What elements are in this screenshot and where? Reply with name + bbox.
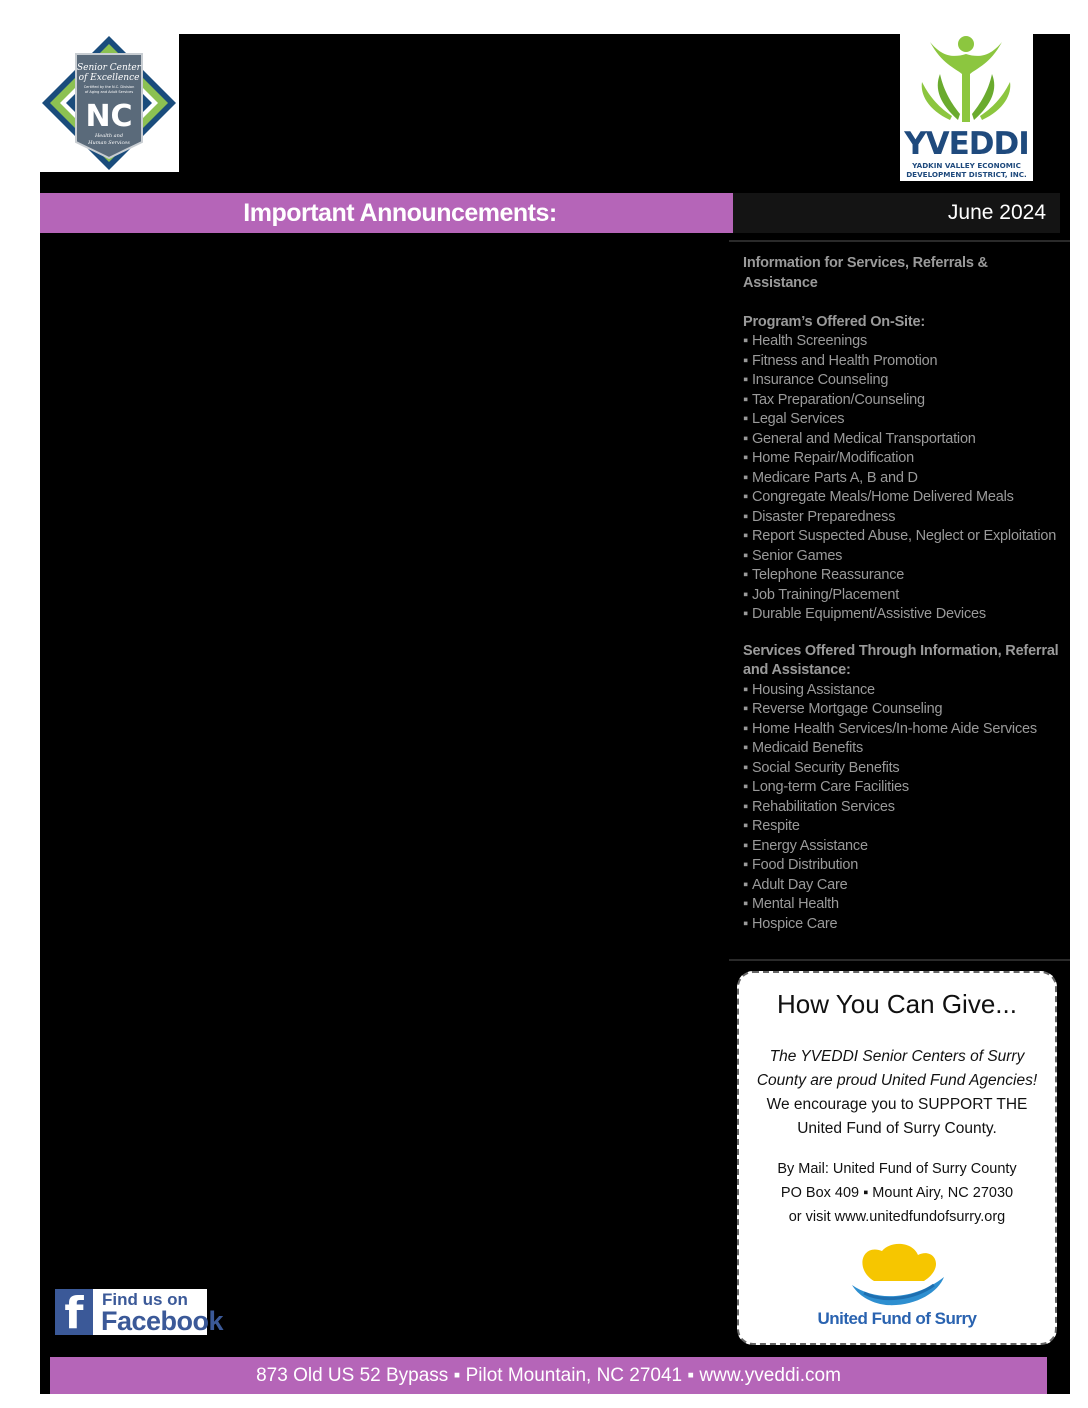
list-item: ▪ Medicare Parts A, B and D bbox=[743, 469, 1063, 489]
list-item: ▪ Food Distribution bbox=[743, 856, 1063, 876]
divider bbox=[729, 959, 1070, 961]
united-fund-label: United Fund of Surry bbox=[817, 1309, 977, 1328]
list-item: ▪ Tax Preparation/Counseling bbox=[743, 391, 1063, 411]
facebook-find-text: Find us on bbox=[102, 1290, 188, 1309]
list-item: ▪ Medicaid Benefits bbox=[743, 739, 1063, 759]
announcements-title: Important Announcements: bbox=[243, 199, 557, 227]
facebook-icon: f bbox=[55, 1289, 93, 1335]
website-line[interactable]: or visit www.unitedfundofsurry.org bbox=[788, 1209, 1006, 1225]
services-sidebar bbox=[743, 254, 1063, 934]
list-item: ▪ Home Repair/Modification bbox=[743, 449, 1063, 469]
list-item: ▪ Energy Assistance bbox=[743, 837, 1063, 857]
list-item: ▪ Report Suspected Abuse, Neglect or Exploitation bbox=[743, 527, 1063, 547]
referral-list bbox=[743, 681, 1063, 935]
mail-line: By Mail: United Fund of Surry County bbox=[777, 1161, 1017, 1177]
list-item: ▪ Job Training/Placement bbox=[743, 586, 1063, 606]
give-message bbox=[749, 1045, 1045, 1141]
list-item: ▪ Mental Health bbox=[743, 895, 1063, 915]
list-item: ▪ Reverse Mortgage Counseling bbox=[743, 700, 1063, 720]
referral-heading: Services Offered Through Information, Referral and Assistance: bbox=[743, 642, 1059, 678]
svg-text:Certified by the N.C. Division: Certified by the N.C. Division bbox=[83, 85, 135, 89]
list-item: ▪ Social Security Benefits bbox=[743, 759, 1063, 779]
date-box bbox=[733, 193, 1060, 233]
list-item: ▪ Home Health Services/In-home Aide Services bbox=[743, 720, 1063, 740]
onsite-list bbox=[743, 332, 1063, 625]
list-item: ▪ Respite bbox=[743, 817, 1063, 837]
facebook-wordmark: Facebook bbox=[101, 1306, 224, 1336]
list-item: ▪ Legal Services bbox=[743, 410, 1063, 430]
issue-date: June 2024 bbox=[947, 201, 1046, 224]
list-item: ▪ General and Medical Transportation bbox=[743, 430, 1063, 450]
list-item: ▪ Housing Assistance bbox=[743, 681, 1063, 701]
list-item: ▪ Long-term Care Facilities bbox=[743, 778, 1063, 798]
give-support-line: We encourage you to SUPPORT THE United Fund of Surry County. bbox=[766, 1096, 1028, 1137]
list-item: ▪ Senior Games bbox=[743, 547, 1063, 567]
info-heading: Information for Services, Referrals & Assistance bbox=[743, 255, 988, 291]
list-item: ▪ Health Screenings bbox=[743, 332, 1063, 352]
list-item: ▪ Insurance Counseling bbox=[743, 371, 1063, 391]
svg-text:NC: NC bbox=[85, 99, 133, 134]
give-box bbox=[737, 971, 1057, 1345]
svg-text:Health and: Health and bbox=[94, 133, 124, 139]
svg-text:of Excellence: of Excellence bbox=[78, 73, 140, 83]
list-item: ▪ Congregate Meals/Home Delivered Meals bbox=[743, 488, 1063, 508]
svg-text:Senior Center: Senior Center bbox=[76, 63, 142, 73]
list-item: ▪ Durable Equipment/Assistive Devices bbox=[743, 605, 1063, 625]
give-title: How You Can Give... bbox=[777, 989, 1017, 1019]
onsite-heading: Program’s Offered On-Site: bbox=[743, 313, 925, 330]
announcements-bar bbox=[40, 193, 733, 233]
address-line: PO Box 409 ▪ Mount Airy, NC 27030 bbox=[780, 1185, 1014, 1201]
yveddi-subtitle: YADKIN VALLEY ECONOMIC DEVELOPMENT DISTRICT, INC. bbox=[906, 161, 1027, 179]
footer-address: 873 Old US 52 Bypass ▪ Pilot Mountain, NC 27041 ▪ www.yveddi.com bbox=[256, 1365, 841, 1386]
svg-text:of Aging and Adult Services: of Aging and Adult Services bbox=[84, 90, 134, 94]
give-italic-line: The YVEDDI Senior Centers of Surry County are proud United Fund Agencies! bbox=[756, 1048, 1038, 1089]
list-item: ▪ Hospice Care bbox=[743, 915, 1063, 935]
senior-center-logo bbox=[40, 34, 179, 172]
list-item: ▪ Telephone Reassurance bbox=[743, 566, 1063, 586]
svg-text:Human Services: Human Services bbox=[88, 140, 130, 146]
list-item: ▪ Fitness and Health Promotion bbox=[743, 352, 1063, 372]
yveddi-logo bbox=[900, 34, 1033, 181]
divider bbox=[729, 240, 1070, 242]
list-item: ▪ Adult Day Care bbox=[743, 876, 1063, 896]
list-item: ▪ Rehabilitation Services bbox=[743, 798, 1063, 818]
give-mail-info bbox=[749, 1157, 1045, 1229]
yveddi-wordmark: YVEDDI bbox=[904, 126, 1029, 162]
list-item: ▪ Disaster Preparedness bbox=[743, 508, 1063, 528]
footer-bar bbox=[50, 1357, 1047, 1394]
facebook-badge[interactable] bbox=[55, 1288, 224, 1339]
